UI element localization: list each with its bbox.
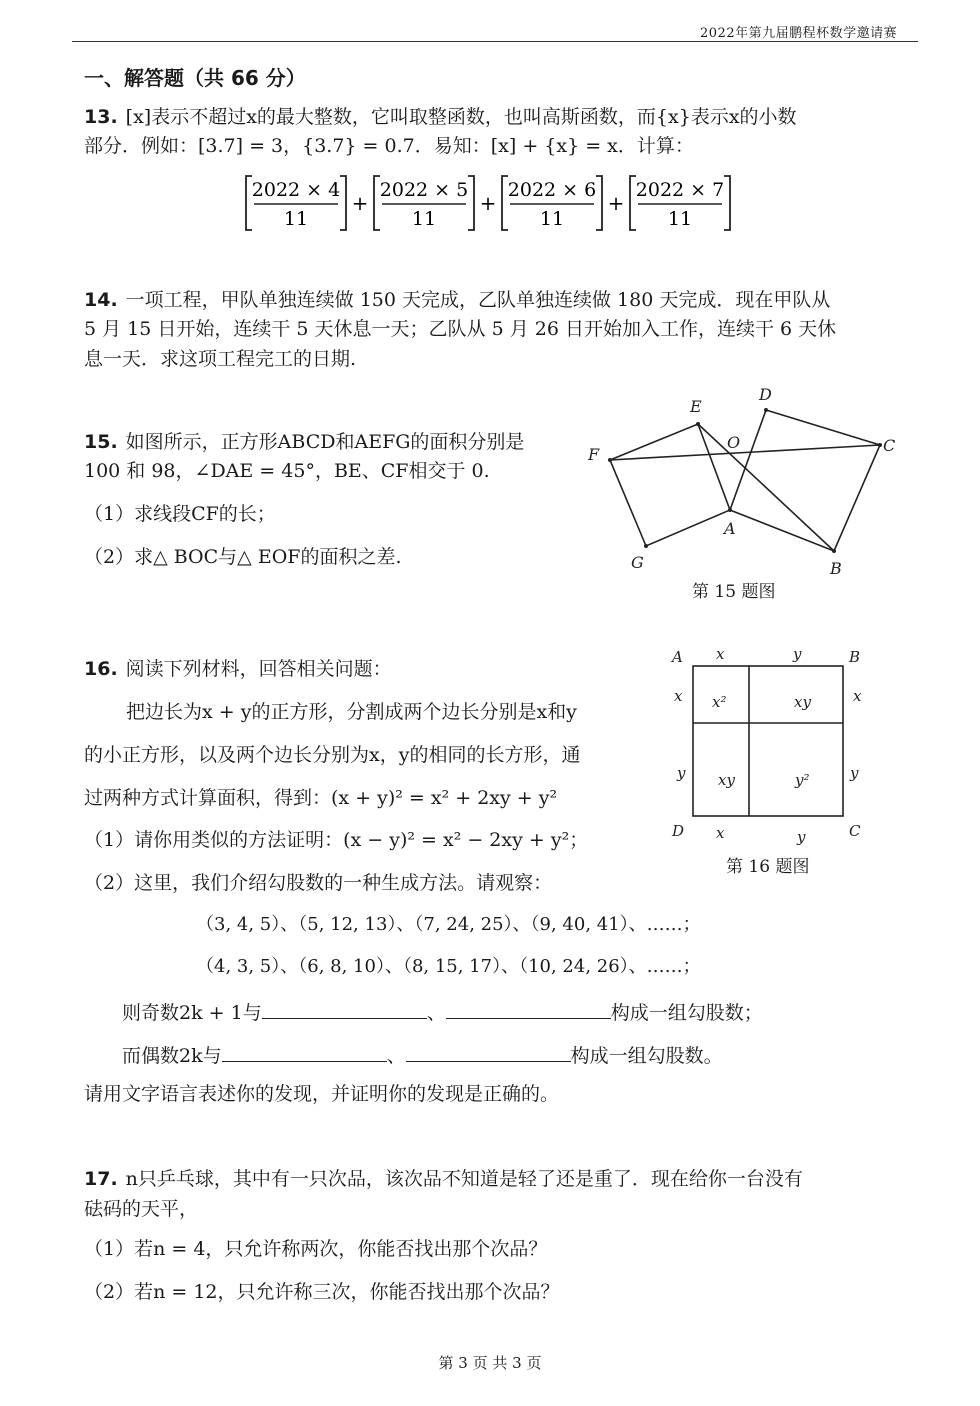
q14-number: 14. xyxy=(84,289,118,311)
section-title: 一、解答题（共 66 分） xyxy=(84,66,306,90)
fraction-denominator: 11 xyxy=(667,208,693,230)
q15-line1 xyxy=(84,433,524,452)
label-c: C xyxy=(883,436,896,455)
plus-sign: + xyxy=(607,191,625,215)
q16-sub1: （1）请你用类似的方法证明：(x − y)² = x² − 2xy + y²； xyxy=(84,829,589,851)
fraction-numerator: 2022 × 5 xyxy=(379,179,469,201)
label-top-x: x xyxy=(716,645,725,663)
label-d: D xyxy=(672,822,685,840)
q13-number: 13. xyxy=(84,106,118,128)
q16-even-blank-2[interactable] xyxy=(406,1043,571,1062)
segment-cf xyxy=(610,445,880,460)
exam-header: 2022年第九届鹏程杯数学邀请赛 xyxy=(700,26,898,41)
q16-figure xyxy=(660,640,880,850)
q16-sub2: （2）这里，我们介绍勾股数的一种生成方法。请观察： xyxy=(84,872,553,894)
page-footer: 第 3 页 共 3 页 xyxy=(438,1354,542,1372)
fraction-numerator: 2022 × 6 xyxy=(507,179,597,201)
q16-even-blank-1[interactable] xyxy=(222,1043,387,1062)
cell-xy-top: xy xyxy=(794,693,811,711)
label-left-x: x xyxy=(674,687,683,705)
q16-line2: 把边长为x + y的正方形，分割成两个边长分别是x和y xyxy=(126,701,577,723)
q16-odd-blank-1[interactable] xyxy=(262,1000,427,1019)
q13-line1 xyxy=(84,108,797,127)
q16-line1 xyxy=(84,660,392,679)
q15-text1: 如图所示，正方形ABCD和AEFG的面积分别是 xyxy=(125,431,525,453)
label-top-y: y xyxy=(793,645,802,663)
plus-sign: + xyxy=(479,191,497,215)
label-d: D xyxy=(759,385,772,404)
q15-sub2: （2）求△ BOC与△ EOF的面积之差. xyxy=(84,546,402,568)
label-right-x: x xyxy=(853,687,862,705)
q15-number: 15. xyxy=(84,431,118,453)
label-bottom-x: x xyxy=(716,824,725,842)
square-aefg xyxy=(610,424,730,546)
point-e xyxy=(696,422,700,426)
header-rule xyxy=(72,41,918,42)
q13-line2: 部分．例如：[3.7] = 3，{3.7} = 0.7．易知：[x] + {x} = x．计算： xyxy=(84,135,694,157)
q17-line2: 砝码的天平， xyxy=(84,1198,199,1220)
label-right-y: y xyxy=(850,764,859,782)
segment-be xyxy=(698,424,834,551)
q16-line4: 过两种方式计算面积，得到：(x + y)² = x² + 2xy + y² xyxy=(84,787,558,809)
point-d xyxy=(764,408,768,412)
q14-line1 xyxy=(84,291,830,310)
point-b xyxy=(832,549,836,553)
q16-even-suffix: 构成一组勾股数。 xyxy=(570,1045,723,1067)
q17-sub2: （2）若n = 12，只允许称三次，你能否找出那个次品？ xyxy=(84,1281,560,1303)
q15-figure-caption: 第 15 题图 xyxy=(692,582,776,602)
q16-seq2: （4, 3, 5）、（6, 8, 10）、（8, 15, 17）、（10, 24, 26）、……； xyxy=(196,956,701,977)
q16-even-sep: 、 xyxy=(386,1045,406,1067)
q13-formula xyxy=(240,172,750,236)
label-e: E xyxy=(690,397,702,416)
q16-odd-prefix: 则奇数2k + 1与 xyxy=(122,1002,262,1024)
cell-y-squared: y² xyxy=(795,771,810,789)
q17-number: 17. xyxy=(84,1168,118,1190)
fraction-denominator: 11 xyxy=(283,208,309,230)
q15-figure xyxy=(580,380,910,580)
q14-line3: 息一天．求这项工程完工的日期. xyxy=(84,348,357,370)
q16-line3: 的小正方形，以及两个边长分别为x，y的相同的长方形，通 xyxy=(84,744,581,766)
q16-odd-line xyxy=(122,1000,763,1023)
point-g xyxy=(644,544,648,548)
fraction-numerator: 2022 × 7 xyxy=(635,179,725,201)
q16-figure-caption: 第 16 题图 xyxy=(726,857,810,877)
label-bottom-y: y xyxy=(797,828,806,846)
q16-odd-suffix: 构成一组勾股数； xyxy=(610,1002,763,1024)
label-c: C xyxy=(849,822,861,840)
q16-even-prefix: 而偶数2k与 xyxy=(122,1045,222,1067)
fraction-denominator: 11 xyxy=(411,208,437,230)
q15-sub1: （1）求线段CF的长； xyxy=(84,503,276,525)
label-a: A xyxy=(672,648,683,666)
q16-even-line xyxy=(122,1043,723,1066)
q17-line1 xyxy=(84,1170,803,1189)
q14-line2: 5 月 15 日开始，连续干 5 天休息一天；乙队从 5 月 26 日开始加入工作，连续干 6 天休 xyxy=(84,318,837,340)
plus-sign: + xyxy=(351,191,369,215)
square-abcd xyxy=(730,410,880,551)
q16-number: 16. xyxy=(84,658,118,680)
q13-text1: [x]表示不超过x的最大整数，它叫取整函数，也叫高斯函数，而{x}表示x的小数 xyxy=(125,106,797,128)
q16-text1: 阅读下列材料，回答相关问题： xyxy=(125,658,392,680)
label-a: A xyxy=(724,519,736,538)
fraction-numerator: 2022 × 4 xyxy=(251,179,341,201)
square-outline xyxy=(693,666,843,816)
cell-x-squared: x² xyxy=(712,693,727,711)
label-b: B xyxy=(830,559,842,578)
cell-xy-bottom: xy xyxy=(718,771,735,789)
label-f: F xyxy=(588,445,600,464)
q17-text1: n只乒乓球，其中有一只次品，该次品不知道是轻了还是重了．现在给你一台没有 xyxy=(125,1168,803,1190)
q15-line2: 100 和 98，∠DAE = 45°，BE、CF相交于 0. xyxy=(84,460,490,482)
label-b: B xyxy=(849,648,861,666)
point-a xyxy=(728,508,732,512)
q16-odd-blank-2[interactable] xyxy=(446,1000,611,1019)
q16-seq1: （3, 4, 5）、（5, 12, 13）、（7, 24, 25）、（9, 40, 41）、……； xyxy=(196,914,701,935)
label-o: O xyxy=(727,433,741,452)
fraction-denominator: 11 xyxy=(539,208,565,230)
label-g: G xyxy=(631,553,644,572)
point-f xyxy=(608,458,612,462)
label-left-y: y xyxy=(677,764,686,782)
q14-text1: 一项工程，甲队单独连续做 150 天完成，乙队单独连续做 180 天完成．现在甲队从 xyxy=(125,289,831,311)
q17-sub1: （1）若n = 4，只允许称两次，你能否找出那个次品？ xyxy=(84,1238,548,1260)
point-c xyxy=(878,443,882,447)
q16-odd-sep: 、 xyxy=(426,1002,446,1024)
q16-closing: 请用文字语言表述你的发现，并证明你的发现是正确的。 xyxy=(84,1083,560,1105)
